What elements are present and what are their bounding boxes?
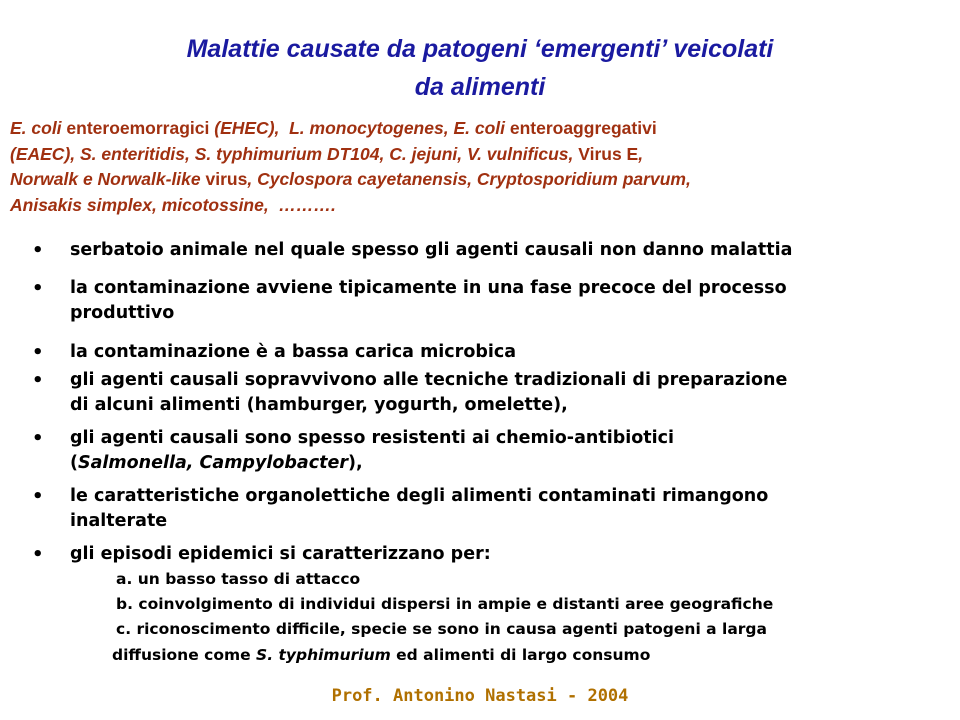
agent-text: enteroemorragici xyxy=(61,118,215,138)
bullet-dot: • xyxy=(32,342,44,363)
bullet-text-part: ), xyxy=(347,453,363,473)
subitem-text-part: ed alimenti di largo consumo xyxy=(390,646,651,664)
emerging-pathogens-list xyxy=(10,116,950,218)
bullet-item xyxy=(32,368,910,418)
bullet-text: gli episodi epidemici si caratterizzano per: xyxy=(70,544,491,564)
subitem-text-italic: S. typhimurium xyxy=(256,646,391,664)
bullet-text: gli agenti causali sono spesso resistenti ai chemio-antibiotici xyxy=(70,428,674,448)
agent-text: Norwalk e Norwalk-like xyxy=(10,169,201,189)
bullet-text: di alcuni alimenti (hamburger, yogurth, omelette), xyxy=(70,395,568,415)
title-line-1: Malattie causate da patogeni ‘emergenti’ veicolati xyxy=(186,35,774,63)
agents-line-2 xyxy=(10,142,950,168)
bullet-item xyxy=(32,238,910,263)
bullet-text-italic: Salmonella, Campylobacter xyxy=(78,453,348,473)
agent-text: (EHEC), L. monocytogenes, E. coli xyxy=(214,118,505,138)
agent-text: Virus E xyxy=(573,143,639,164)
bullet-item xyxy=(32,484,910,534)
bullet-item xyxy=(32,542,910,567)
bullet-text: inalterate xyxy=(70,511,168,531)
bullet-dot: • xyxy=(32,278,44,299)
slide-footer: Prof. Antonino Nastasi - 2004 xyxy=(331,686,629,706)
bullet-dot: • xyxy=(32,370,44,391)
subitem-c-line-1: c. riconoscimento difficile, specie se sono in causa agenti patogeni a larga xyxy=(116,620,767,638)
slide-title xyxy=(40,30,920,106)
agent-text: virus xyxy=(200,169,248,189)
bullet-dot: • xyxy=(32,240,44,261)
bullet-text: gli agenti causali sopravvivono alle tecniche tradizionali di preparazione xyxy=(70,370,788,390)
bullet-dot: • xyxy=(32,486,44,507)
bullet-text: la contaminazione è a bassa carica microbica xyxy=(70,342,517,362)
subitem-b: b. coinvolgimento di individui dispersi in ampie e distanti aree geografiche xyxy=(116,595,774,613)
agents-line-1 xyxy=(10,116,950,142)
bullet-text: produttivo xyxy=(70,303,175,323)
bullet-text: la contaminazione avviene tipicamente in una fase precoce del processo xyxy=(70,278,787,298)
agents-line-3 xyxy=(10,167,950,193)
agent-text: E. coli xyxy=(10,118,62,138)
agent-text: , Cyclospora cayetanensis, Cryptosporidium parvum, xyxy=(247,169,691,189)
bullet-dot: • xyxy=(32,544,44,565)
bullet-item xyxy=(32,276,910,326)
bullet-text xyxy=(70,451,910,476)
bullet-text: le caratteristiche organolettiche degli alimenti contaminati rimangono xyxy=(70,486,769,506)
subitem-c-line-2 xyxy=(112,644,912,666)
agent-text: Anisakis simplex, micotossine, ………. xyxy=(10,194,336,215)
agent-text: (EAEC), S. enteritidis, S. typhimurium DT104, C. jejuni, V. vulnificus, xyxy=(10,143,574,164)
subitem-a: a. un basso tasso di attacco xyxy=(116,570,361,588)
bullet-dot: • xyxy=(32,428,44,449)
subitem-text-part: diffusione come xyxy=(112,646,257,664)
bullet-item xyxy=(32,426,910,476)
agent-text: , xyxy=(638,143,644,164)
title-line-2: da alimenti xyxy=(414,73,546,101)
bullet-text: serbatoio animale nel quale spesso gli agenti causali non danno malattia xyxy=(70,240,793,260)
agents-line-4 xyxy=(10,193,950,219)
bullet-item xyxy=(32,340,910,365)
agent-text: enteroaggregativi xyxy=(504,118,657,138)
bullet-text-part: ( xyxy=(70,453,78,473)
